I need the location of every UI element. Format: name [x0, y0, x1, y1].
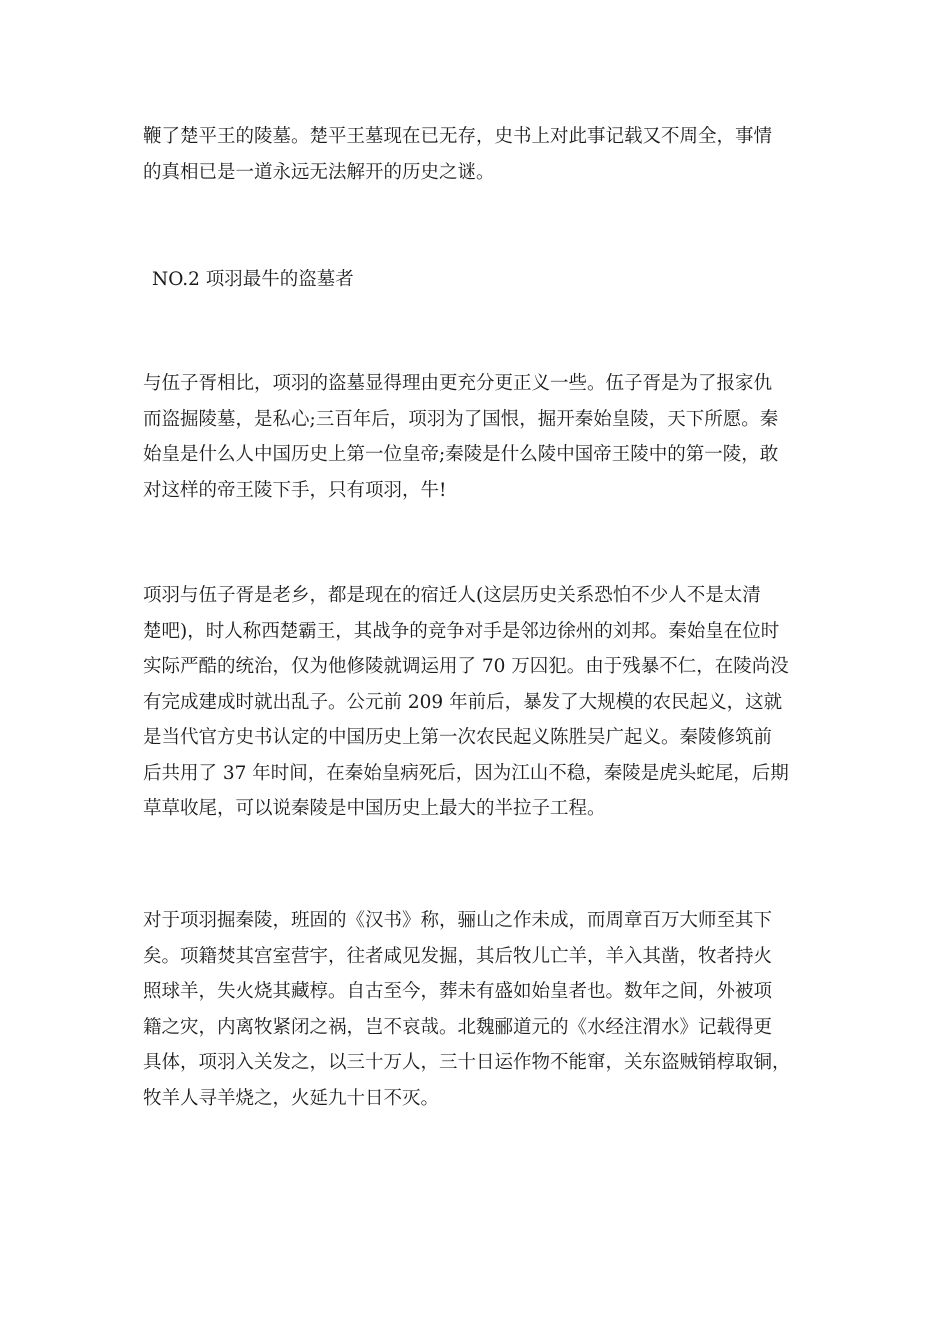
paragraph-1: 鞭了楚平王的陵墓。楚平王墓现在已无存，史书上对此事记载又不周全，事情 的真相已是一道永远无法解开的历史之谜。	[143, 126, 773, 183]
paragraph-2: 与伍子胥相比，项羽的盗墓显得理由更充分更正义一些。伍子胥是为了报家仇 而盗掘陵墓，是私心;三百年后，项羽为了国恨，掘开秦始皇陵，天下所愿。秦 始皇是什么人中国历史上第一位皇帝;秦陵是什么陵中国帝王陵中的第一陵，敢 对这样的帝王陵下手，只有项羽，牛!	[143, 373, 779, 501]
section-heading: NO.2 项羽最牛的盗墓者	[152, 269, 354, 290]
paragraph-3: 项羽与伍子胥是老乡，都是现在的宿迁人(这层历史关系恐怕不少人不是太清 楚吧)，时人称西楚霸王，其战争的竞争对手是邻边徐州的刘邦。秦始皇在位时 实际严酷的统治，仅为他修陵就调运用了 70 万囚犯。由于残暴不仁，在陵尚没 有完成建成时就出乱子。公元前 209 年前后，暴发了大规模的农民起义，这就 是当代官方史书认定的中国历史上第一次农民起义陈胜吴广起义。秦陵修筑前 后共用了 37 年时间，在秦始皇病死后，因为江山不稳，秦陵是虎头蛇尾，后期 草草收尾，可以说秦陵是中国历史上最大的半拉子工程。	[143, 585, 789, 819]
paragraph-4: 对于项羽掘秦陵，班固的《汉书》称，骊山之作未成，而周章百万大师至其下 矣。项籍焚其宫室营宇，往者咸见发掘，其后牧儿亡羊，羊入其凿，牧者持火 照球羊，失火烧其藏椁。自古至今，葬未有盛如始皇者也。数年之间，外被项 籍之灾，内离牧紧闭之祸，岂不哀哉。北魏郦道元的《水经注渭水》记载得更 具体，项羽入关发之，以三十万人，三十日运作物不能窜，关东盗贼销椁取铜， 牧羊人寻羊烧之，火延九十日不灭。	[143, 910, 791, 1109]
